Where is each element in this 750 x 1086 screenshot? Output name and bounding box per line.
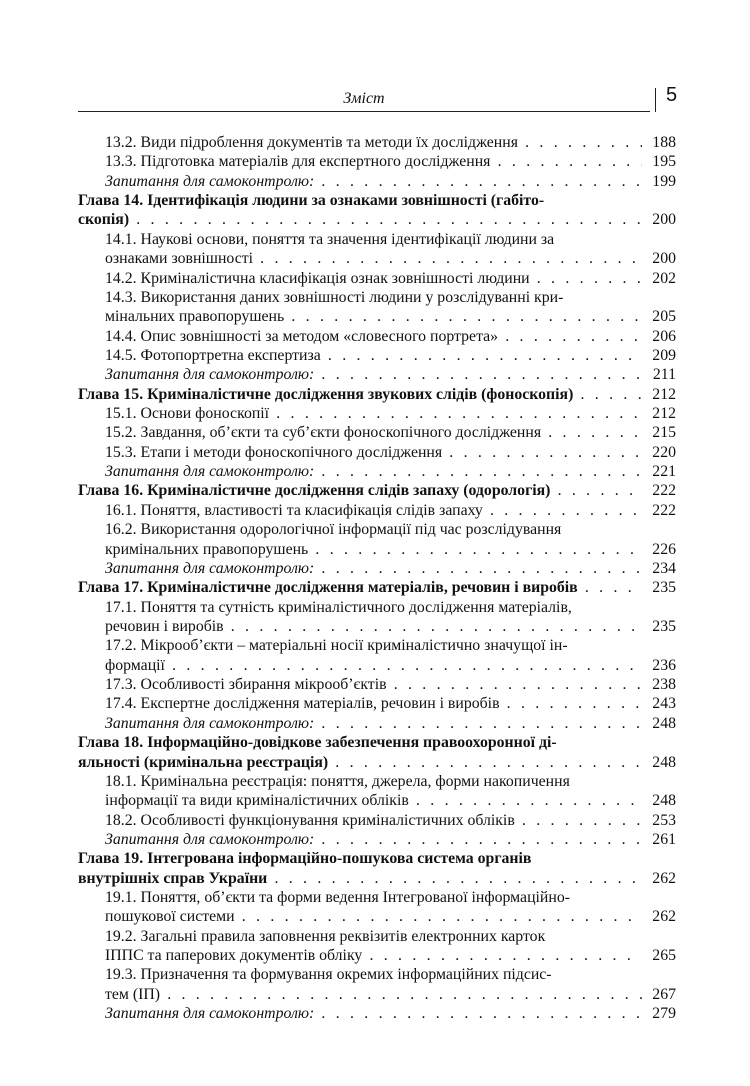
toc-entry-text-wrap — [78, 869, 642, 888]
toc-page-number: 212 — [648, 385, 676, 404]
toc-entry-text: 14.1. Наукові основи, поняття та значення ідентифікації людини за — [105, 230, 555, 248]
toc-questions-line — [78, 462, 676, 481]
toc-entry-text: 19.1. Поняття, об’єкти та форми ведення Інтегрованої інформаційно- — [105, 889, 570, 907]
toc-page-number: 202 — [648, 269, 676, 288]
toc-entry-text: яльності (кримінальна реєстрація) — [78, 753, 329, 771]
toc-section-line — [78, 269, 676, 288]
toc-chapter-line — [78, 191, 676, 210]
toc-page-number: 243 — [648, 694, 676, 713]
toc-entry-text-wrap — [105, 152, 642, 171]
toc-entry-text: тем (ІП) — [105, 985, 161, 1003]
toc-section-line — [78, 888, 676, 907]
toc-entry-text: 15.3. Етапи і методи фоноскопічного дослідження — [105, 443, 443, 461]
toc-page-number: 262 — [648, 907, 676, 926]
toc-page-number: 222 — [648, 501, 676, 520]
toc-entry-text: 15.2. Завдання, об’єкти та суб’єкти фоноскопічного дослідження — [105, 424, 542, 442]
toc-page-number: 200 — [648, 249, 676, 268]
toc-page-number: 279 — [648, 1004, 676, 1023]
toc-page-number: 209 — [648, 346, 676, 365]
toc-entry-text: Запитання для самоконтролю: — [105, 172, 315, 190]
toc-entry-text: Запитання для самоконтролю: — [105, 463, 315, 481]
toc-entry-text-wrap — [105, 462, 642, 481]
toc-questions-line — [78, 830, 676, 849]
toc-entry-text: Глава 17. Криміналістичне дослідження матеріалів, речовин і виробів — [78, 579, 578, 597]
toc-page-number: 236 — [648, 656, 676, 675]
toc-section-line — [78, 346, 676, 365]
toc-page-number: 226 — [648, 540, 676, 559]
toc-entry-text: речовин і виробів — [105, 617, 224, 635]
toc-entry-text-wrap — [78, 578, 642, 597]
toc-entry-text: 17.3. Особливості збирання мікрооб’єктів — [105, 676, 387, 694]
toc-entry-text-wrap — [105, 772, 642, 791]
toc-entry-text: 14.3. Використання даних зовнішності людини у розслідуванні кри- — [105, 288, 564, 306]
toc-section-line — [78, 636, 676, 655]
toc-entry-text-wrap — [105, 985, 642, 1004]
toc-entry-text: внутрішніх справ України — [78, 869, 268, 887]
toc-page-number: 206 — [648, 327, 676, 346]
toc-entry-text: ознаками зовнішності — [105, 250, 254, 268]
toc-entry-text: інформації та види криміналістичних обліків — [105, 792, 409, 810]
toc-section-line — [78, 501, 676, 520]
toc-chapter-line — [78, 385, 676, 404]
toc-entry-text-wrap — [105, 791, 642, 810]
toc-page-number: 215 — [648, 423, 676, 442]
toc-entry-text-wrap — [105, 559, 642, 578]
toc-section-line — [78, 946, 676, 965]
toc-entry-text: пошукової системи — [105, 908, 235, 926]
toc-page-number: 267 — [648, 985, 676, 1004]
toc-entry-text: Глава 18. Інформаційно-довідкове забезпечення правоохоронної ді- — [78, 734, 557, 752]
toc-chapter-line — [78, 481, 676, 500]
toc-questions-line — [78, 365, 676, 384]
toc-entry-text: кримінальних правопорушень — [105, 540, 309, 558]
toc-section-line — [78, 985, 676, 1004]
toc-section-line — [78, 327, 676, 346]
toc-entry-text: Глава 15. Криміналістичне дослідження звукових слідів (фоноскопія) — [78, 385, 574, 403]
toc-section-line — [78, 598, 676, 617]
toc-section-line — [78, 307, 676, 326]
toc-entry-text-wrap — [105, 888, 642, 907]
toc-entry-text-wrap — [78, 210, 642, 229]
toc-section-line — [78, 656, 676, 675]
toc-entry-text: 19.3. Призначення та формування окремих інформаційних підсис- — [105, 966, 552, 984]
toc-section-line — [78, 927, 676, 946]
toc-page-number: 220 — [648, 443, 676, 462]
toc-entry-text-wrap — [105, 675, 642, 694]
toc-page-number: 235 — [648, 578, 676, 597]
toc-entry-text: 17.1. Поняття та сутність криміналістичного дослідження матеріалів, — [105, 598, 572, 616]
toc-section-line — [78, 772, 676, 791]
toc-page-number: 262 — [648, 869, 676, 888]
toc-entry-text-wrap — [105, 830, 642, 849]
toc-entry-text: 16.2. Використання одорологічної інформації під час розслідування — [105, 521, 562, 539]
toc-entry-text-wrap — [105, 133, 642, 152]
toc-entry-text-wrap — [105, 714, 642, 733]
toc-entry-text-wrap — [105, 617, 642, 636]
toc-entry-text-wrap — [105, 694, 642, 713]
toc-page-number: 200 — [648, 210, 676, 229]
toc-entry-text-wrap — [105, 811, 642, 830]
toc-section-line — [78, 249, 676, 268]
toc-entry-text-wrap — [105, 288, 642, 307]
toc-section-line — [78, 617, 676, 636]
toc-entry-text: 16.1. Поняття, властивості та класифікація слідів запаху — [105, 501, 483, 519]
toc-entry-text-wrap — [105, 636, 642, 655]
toc-entry-text-wrap — [105, 365, 642, 384]
toc-page-number: 221 — [648, 462, 676, 481]
toc-entry-text: 17.4. Експертне дослідження матеріалів, речовин і виробів — [105, 695, 500, 713]
toc-section-line — [78, 965, 676, 984]
toc-page-number: 235 — [648, 617, 676, 636]
toc-entry-text: 14.4. Опис зовнішності за методом «словесного портрета» — [105, 327, 499, 345]
toc-entry-text-wrap — [105, 346, 642, 365]
toc-entry-text: 19.2. Загальні правила заповнення реквізитів електронних карток — [105, 927, 546, 945]
toc-page-number: 248 — [648, 753, 676, 772]
toc-entry-text: 17.2. Мікрооб’єкти – матеріальні носії криміналістично значущої ін- — [105, 637, 568, 655]
toc-section-line — [78, 152, 676, 171]
toc-entry-text-wrap — [105, 656, 642, 675]
toc-entry-text-wrap — [105, 907, 642, 926]
toc-entry-text-wrap — [105, 423, 642, 442]
toc-entry-text-wrap — [78, 753, 642, 772]
toc-page-number: 199 — [648, 172, 676, 191]
running-head: Зміст — [343, 90, 385, 107]
toc-page-number: 222 — [648, 481, 676, 500]
toc-page-number: 234 — [648, 559, 676, 578]
toc-section-line — [78, 133, 676, 152]
toc-entry-text: Глава 19. Інтегрована інформаційно-пошукова система органів — [78, 850, 532, 868]
toc-section-line — [78, 907, 676, 926]
toc-questions-line — [78, 559, 676, 578]
toc-entry-text-wrap — [105, 965, 642, 984]
toc-entry-text-wrap — [105, 598, 642, 617]
page-number: 5 — [666, 84, 678, 106]
toc-section-line — [78, 520, 676, 539]
toc-entry-text: Запитання для самоконтролю: — [105, 830, 315, 848]
toc-entry-text: Запитання для самоконтролю: — [105, 559, 315, 577]
toc-page-number: 188 — [648, 133, 676, 152]
toc-section-line — [78, 404, 676, 423]
toc-entry-text: 14.5. Фотопортретна експертиза — [105, 346, 321, 364]
toc-entry-text-wrap — [105, 946, 642, 965]
toc-questions-line — [78, 172, 676, 191]
toc-section-line — [78, 443, 676, 462]
toc-entry-text-wrap — [105, 501, 642, 520]
toc-chapter-line — [78, 849, 676, 868]
header-rule — [78, 111, 650, 112]
toc-page-number: 205 — [648, 307, 676, 326]
toc-entry-text: мінальних правопорушень — [105, 308, 285, 326]
toc-questions-line — [78, 714, 676, 733]
toc-page-number: 261 — [648, 830, 676, 849]
toc-entry-text-wrap — [105, 520, 642, 539]
toc-page-number: 248 — [648, 791, 676, 810]
toc-entry-text: Запитання для самоконтролю: — [105, 366, 315, 384]
toc-chapter-line — [78, 210, 676, 229]
toc-entry-text-wrap — [105, 230, 642, 249]
toc-questions-line — [78, 1004, 676, 1023]
toc-entry-text-wrap — [105, 1004, 642, 1023]
toc-page-number: 248 — [648, 714, 676, 733]
toc-entry-text-wrap — [105, 927, 642, 946]
header-divider — [655, 88, 656, 112]
toc-section-line — [78, 675, 676, 694]
toc-entry-text-wrap — [105, 269, 642, 288]
toc-section-line — [78, 288, 676, 307]
toc-page-number: 195 — [648, 152, 676, 171]
toc-section-line — [78, 811, 676, 830]
toc-chapter-line — [78, 578, 676, 597]
toc-entry-text-wrap — [105, 404, 642, 423]
toc-section-line — [78, 230, 676, 249]
toc-entry-text: 15.1. Основи фоноскопії — [105, 405, 270, 423]
toc-chapter-line — [78, 753, 676, 772]
toc-page-number: 212 — [648, 404, 676, 423]
toc-entry-text: 14.2. Криміналістична класифікація ознак зовнішності людини — [105, 269, 530, 287]
toc-entry-text-wrap — [105, 172, 642, 191]
toc-section-line — [78, 791, 676, 810]
toc-entry-text-wrap — [78, 385, 642, 404]
toc-entry-text-wrap — [105, 443, 642, 462]
toc-entry-text-wrap — [105, 540, 642, 559]
toc-entry-text-wrap — [78, 733, 642, 752]
toc-entry-text-wrap — [105, 249, 642, 268]
toc-chapter-line — [78, 733, 676, 752]
toc-entry-text: ІППС та паперових документів обліку — [105, 947, 363, 965]
toc-entry-text: 13.3. Підготовка матеріалів для експертного дослідження — [105, 153, 491, 171]
toc-entry-text: 18.1. Кримінальна реєстрація: поняття, джерела, форми накопичення — [105, 772, 570, 790]
toc-entry-text: Запитання для самоконтролю: — [105, 1005, 315, 1023]
toc-entry-text: Глава 14. Ідентифікація людини за ознаками зовнішності (габіто- — [78, 192, 545, 210]
toc-entry-text: Глава 16. Криміналістичне дослідження слідів запаху (одорологія) — [78, 482, 551, 500]
toc-entry-text: 18.2. Особливості функціонування криміналістичних обліків — [105, 811, 515, 829]
toc-entry-text-wrap — [78, 849, 642, 868]
toc-entry-text: 13.2. Види підроблення документів та методи їх дослідження — [105, 134, 518, 151]
toc-entry-text-wrap — [105, 327, 642, 346]
toc-chapter-line — [78, 869, 676, 888]
toc-entry-text-wrap — [78, 191, 642, 210]
toc-section-line — [78, 423, 676, 442]
toc-entry-text: скопія) — [78, 211, 130, 229]
toc-section-line — [78, 694, 676, 713]
toc-entry-text-wrap — [78, 481, 642, 500]
toc-section-line — [78, 540, 676, 559]
toc-entry-text: Запитання для самоконтролю: — [105, 714, 315, 732]
page-header — [78, 84, 686, 112]
toc-page-number: 238 — [648, 675, 676, 694]
table-of-contents — [78, 133, 676, 1024]
toc-page-number: 211 — [649, 365, 676, 384]
toc-entry-text-wrap — [105, 307, 642, 326]
toc-entry-text: формації — [105, 656, 165, 674]
toc-page-number: 265 — [648, 946, 676, 965]
toc-page-number: 253 — [648, 811, 676, 830]
